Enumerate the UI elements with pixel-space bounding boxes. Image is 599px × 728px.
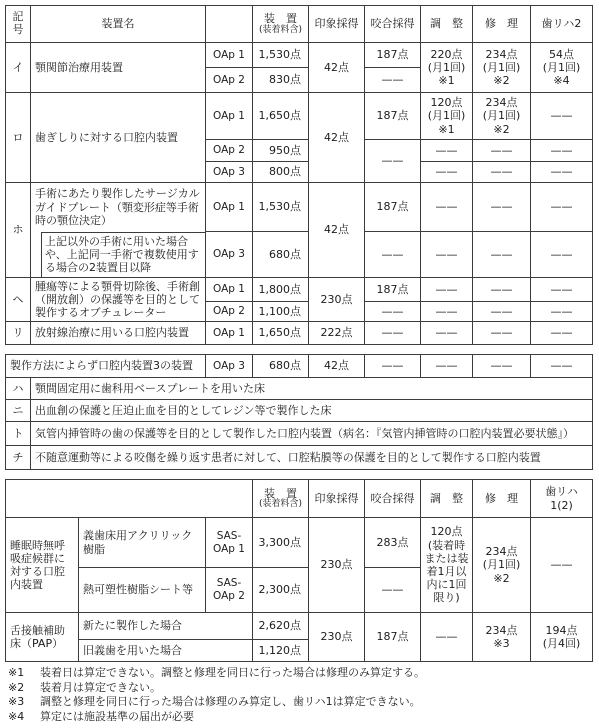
row-ri-impression: 222点 [309, 322, 365, 345]
row-ro-bite-1: 187点 [365, 93, 421, 140]
footnotes [8, 666, 593, 724]
row-ho-1 [6, 183, 593, 232]
row-ro-rehab-1: —— [531, 93, 593, 140]
table1-header-row [6, 6, 593, 43]
row-ho-2 [6, 232, 593, 278]
row-sas-material-1: 義歯床用アクリリック樹脂 [79, 518, 206, 568]
row-pap-case-1: 新たに製作した場合 [79, 613, 253, 640]
row-ro-device-fee-1: 1,650点 [253, 93, 309, 140]
row-ro-impression: 42点 [309, 93, 365, 183]
row-i-adjust: 220点 (月1回) ※1 [421, 43, 473, 93]
row-he-symbol: ヘ [6, 278, 31, 322]
row-ho-rehab-1: —— [531, 183, 593, 232]
row-ro-adjust-3: —— [421, 162, 473, 183]
footnote-mark: ※3 [8, 695, 25, 708]
row-ho-bite-2: —— [365, 232, 421, 278]
row-pap-rehab: 194点 (月4回) [531, 613, 593, 662]
sas-pap-fee-table [5, 479, 593, 662]
table3-header-rehab: 歯リハ 1(2) [531, 480, 593, 518]
row-ho-device-name-2-inset [41, 232, 205, 277]
row-pap-device-fee-2: 1,120点 [253, 640, 309, 662]
row-ri-code: OAp 1 [206, 322, 253, 345]
header-device-fee [253, 6, 309, 43]
header-adjust: 調 整 [421, 6, 473, 43]
row-ho-device-fee-1: 1,530点 [253, 183, 309, 232]
appliance-3-rehab: —— [531, 355, 593, 378]
row-i-repair: 234点 (月1回) ※2 [473, 43, 531, 93]
row-i-device-fee-1: 1,530点 [253, 43, 309, 68]
appliance-3-device-fee: 680点 [253, 355, 309, 378]
row-ro-symbol: ロ [6, 93, 31, 183]
table3-header-impression: 印象採得 [309, 480, 365, 518]
appliance-3-item-text: 気管内挿管時の歯の保護等を目的として製作した口腔内装置（病名：『気管内挿管時の口腔内装置必要状態』） [31, 422, 593, 446]
row-pap-device-name: 舌接触補助床（PAP） [6, 613, 79, 662]
appliance-3-adjust: —— [421, 355, 473, 378]
footnote-text: 算定には施設基準の届出が必要 [40, 709, 194, 723]
footnote-mark: ※2 [8, 680, 25, 694]
row-he-bite-2: —— [365, 302, 421, 322]
row-he-repair-2: —— [473, 302, 531, 322]
row-he-rehab-2: —— [531, 302, 593, 322]
row-i-bite-1: 187点 [365, 43, 421, 68]
appliance-3-item-row [6, 446, 593, 470]
header-code [206, 6, 253, 43]
header-repair: 修 理 [473, 6, 531, 43]
appliance-3-item-symbol: ト [6, 422, 31, 446]
appliance-3-item-text: 不随意運動等による咬傷を繰り返す患者に対して、口腔粘膜等の保護を目的として製作する口腔内装置 [31, 446, 593, 470]
row-ro-repair-3: —— [473, 162, 531, 183]
oral-appliance-fee-table [5, 5, 593, 345]
row-he-code-1: OAp 1 [206, 278, 253, 302]
row-ro-repair-1: 234点 (月1回) ※2 [473, 93, 531, 140]
row-ho-impression: 42点 [309, 183, 365, 278]
row-ho-adjust-2: —— [421, 232, 473, 278]
row-i-device-name: 顎関節治療用装置 [31, 43, 206, 93]
row-ho-repair-2: —— [473, 232, 531, 278]
row-ro-bite-shared: —— [365, 140, 421, 183]
appliance-3-item-symbol: ハ [6, 378, 31, 400]
row-ro-device-fee-3: 800点 [253, 162, 309, 183]
row-i-code-1: OAp 1 [206, 43, 253, 68]
appliance-3-code: OAp 3 [206, 355, 253, 378]
row-pap-adjust: —— [421, 613, 473, 662]
footnote-4 [8, 710, 593, 725]
header-impression: 印象採得 [309, 6, 365, 43]
appliance-3-name: 製作方法によらず口腔内装置3の装置 [6, 355, 206, 378]
footnote-text: 装着日は算定できない。調整と修理を同日に行った場合は修理のみ算定する。 [40, 666, 425, 679]
row-sas-code-2: SAS-OAp 2 [206, 568, 253, 613]
table3-header-row [6, 480, 593, 518]
footnote-1 [8, 666, 593, 681]
row-pap-impression: 230点 [309, 613, 365, 662]
row-ro-repair-2: —— [473, 140, 531, 162]
appliance-3-item-text: 顎間固定用に歯科用ベースプレートを用いた床 [31, 378, 593, 400]
appliance-3-item-row [6, 378, 593, 400]
appliance-3-item-symbol: チ [6, 446, 31, 470]
table3-header-adjust: 調 整 [421, 480, 473, 518]
row-ro-1 [6, 93, 593, 140]
row-i-symbol: イ [6, 43, 31, 93]
row-ro-code-1: OAp 1 [206, 93, 253, 140]
row-pap-device-fee-1: 2,620点 [253, 613, 309, 640]
row-ho-bite-1: 187点 [365, 183, 421, 232]
header-device-name: 装置名 [31, 6, 206, 43]
row-i-code-2: OAp 2 [206, 68, 253, 93]
row-ro-adjust-1: 120点 (月1回) ※1 [421, 93, 473, 140]
row-he-impression: 230点 [309, 278, 365, 322]
row-sas-impression: 230点 [309, 518, 365, 613]
appliance-3-bite: —— [365, 355, 421, 378]
table3-header-device-fee-note: (装着料含) [259, 499, 303, 510]
appliance-3-impression: 42点 [309, 355, 365, 378]
row-he-device-fee-2: 1,100点 [253, 302, 309, 322]
row-ho-repair-1: —— [473, 183, 531, 232]
row-ho-code-2: OAp 3 [206, 232, 253, 278]
row-ri-repair: —— [473, 322, 531, 345]
row-sas-repair: 234点 (月1回) ※2 [473, 518, 531, 613]
row-he-bite-1: 187点 [365, 278, 421, 302]
row-i-1 [6, 43, 593, 68]
row-sas-device-fee-2: 2,300点 [253, 568, 309, 613]
header-symbol [6, 6, 31, 43]
footnote-3 [8, 695, 593, 710]
row-sas-material-2: 熱可塑性樹脂シート等 [79, 568, 206, 613]
row-ri [6, 322, 593, 345]
row-ho-code-1: OAp 1 [206, 183, 253, 232]
row-sas-rehab: —— [531, 518, 593, 613]
row-he-device-name: 腫瘍等による顎骨切除後、手術創（開放創）の保護等を目的として製作するオブチュレーター [31, 278, 206, 322]
row-pap-case-2: 旧義歯を用いた場合 [79, 640, 253, 662]
row-ho-device-name-2-cell [31, 232, 206, 278]
row-pap-repair: 234点 ※3 [473, 613, 531, 662]
footnote-mark: ※1 [8, 666, 25, 679]
row-i-device-fee-2: 830点 [253, 68, 309, 93]
row-ro-code-3: OAp 3 [206, 162, 253, 183]
table3-header-device-fee [253, 480, 309, 518]
row-pap-1 [6, 613, 593, 640]
row-ri-bite: —— [365, 322, 421, 345]
row-i-bite-2: —— [365, 68, 421, 93]
table3-header-bite: 咬合採得 [365, 480, 421, 518]
row-he-repair-1: —— [473, 278, 531, 302]
row-ri-rehab: —— [531, 322, 593, 345]
row-ho-device-name-1: 手術にあたり製作したサージカルガイドプレート（顎変形症等手術時の顎位決定） [31, 183, 206, 232]
appliance-3-item-symbol: ニ [6, 400, 31, 422]
header-rehab: 歯リハ2 [531, 6, 593, 43]
row-ro-code-2: OAp 2 [206, 140, 253, 162]
appliance-3-item-text: 出血創の保護と圧迫止血を目的としてレジン等で製作した床 [31, 400, 593, 422]
row-ri-device-name: 放射線治療に用いる口腔内装置 [31, 322, 206, 345]
appliance-3-item-row [6, 400, 593, 422]
row-ri-symbol: リ [6, 322, 31, 345]
row-ho-rehab-2: —— [531, 232, 593, 278]
row-pap-bite: 187点 [365, 613, 421, 662]
row-he-1 [6, 278, 593, 302]
row-ro-rehab-2: —— [531, 140, 593, 162]
row-he-code-2: OAp 2 [206, 302, 253, 322]
footnote-mark: ※4 [8, 709, 25, 723]
header-device-fee-note: (装着料含) [258, 24, 303, 35]
row-sas-device-fee-1: 3,300点 [253, 518, 309, 568]
row-ho-device-fee-2: 680点 [253, 232, 309, 278]
row-i-impression: 42点 [309, 43, 365, 93]
table3-header-blank [6, 480, 253, 518]
table3-header-repair: 修 理 [473, 480, 531, 518]
appliance-3-table [5, 354, 593, 470]
appliance-3-repair: —— [473, 355, 531, 378]
row-ho-adjust-1: —— [421, 183, 473, 232]
row-sas-code-1: SAS-OAp 1 [206, 518, 253, 568]
row-sas-bite-1: 283点 [365, 518, 421, 568]
row-ro-device-fee-2: 950点 [253, 140, 309, 162]
appliance-3-row [6, 355, 593, 378]
row-sas-bite-2: —— [365, 568, 421, 613]
row-sas-1 [6, 518, 593, 568]
row-he-adjust-2: —— [421, 302, 473, 322]
row-he-rehab-1: —— [531, 278, 593, 302]
appliance-3-item-row [6, 422, 593, 446]
row-ro-device-name: 歯ぎしりに対する口腔内装置 [31, 93, 206, 183]
header-device-fee-label: 装 置 [264, 12, 297, 26]
row-ri-adjust: —— [421, 322, 473, 345]
row-ri-device-fee: 1,650点 [253, 322, 309, 345]
footnote-text: 調整と修理を同日に行った場合は修理のみ算定し、歯リハ1は算定できない。 [40, 695, 421, 708]
row-i-rehab: 54点 (月1回) ※4 [531, 43, 593, 93]
row-sas-adjust: 120点 (装着時 または装 着1月以 内に1回 限り) [421, 518, 473, 613]
header-symbol-label: 記号 [12, 10, 24, 36]
row-ho-device-name-2: 上記以外の手術に用いた場合や、上記同一手術で複数使用する場合の2装置目以降 [45, 234, 199, 275]
table3-header-device-fee-label: 装 置 [264, 486, 298, 500]
row-sas-device-name: 睡眠時無呼吸症候群に対する口腔内装置 [6, 518, 79, 613]
row-he-adjust-1: —— [421, 278, 473, 302]
row-ro-adjust-2: —— [421, 140, 473, 162]
header-bite: 咬合採得 [365, 6, 421, 43]
row-ho-symbol: ホ [6, 183, 31, 278]
row-he-device-fee-1: 1,800点 [253, 278, 309, 302]
row-ro-rehab-3: —— [531, 162, 593, 183]
footnote-text: 装着月は算定できない。 [40, 680, 161, 694]
footnote-2 [8, 681, 593, 696]
